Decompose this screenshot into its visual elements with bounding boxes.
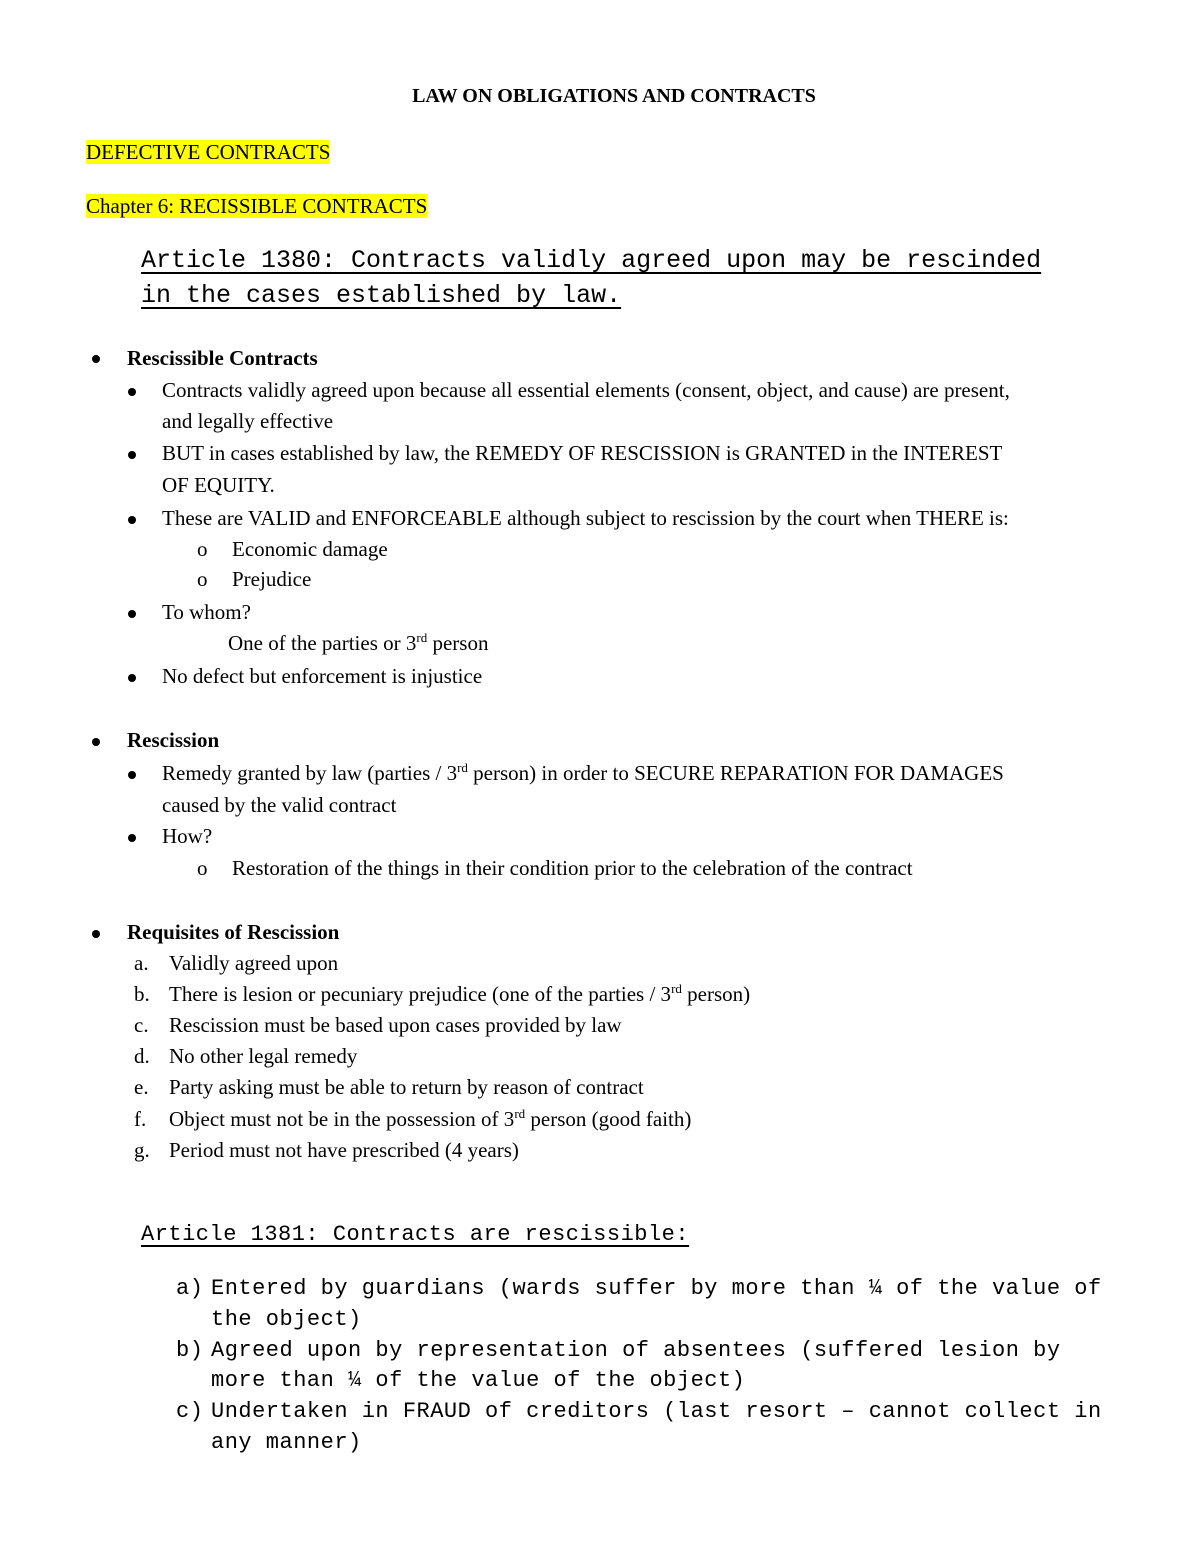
list-label: a) (176, 1276, 204, 1301)
list-item: Entered by guardians (wards suffer by more than ¼ of the value of (211, 1276, 1102, 1301)
bullet-icon (92, 355, 100, 363)
list-label: c) (176, 1399, 204, 1424)
sub-list-item: Prejudice (232, 567, 312, 591)
list-item: Remedy granted by law (parties / 3rd person) in order to SECURE REPARATION FOR DAMAGES (162, 760, 1004, 785)
list-item: BUT in cases established by law, the REMEDY OF RESCISSION is GRANTED in the INTEREST (162, 441, 1003, 465)
article-1381-heading: Article 1381: Contracts are rescissible: (141, 1222, 690, 1247)
list-label: e. (134, 1075, 149, 1099)
list-label: a. (134, 951, 149, 975)
list-item: Rescission must be based upon cases provided by law (169, 1013, 622, 1037)
document-title: LAW ON OBLIGATIONS AND CONTRACTS (412, 85, 816, 107)
sub-bullet-marker: o (197, 856, 208, 880)
list-item: No other legal remedy (169, 1044, 358, 1068)
highlighted-chapter: Chapter 6: RECISSIBLE CONTRACTS (86, 194, 428, 218)
list-item: Contracts validly agreed upon because all essential elements (consent, object, and cause) are present, (162, 378, 1010, 402)
list-label: g. (134, 1138, 150, 1162)
bullet-icon (128, 834, 136, 842)
list-item-continuation: and legally effective (162, 409, 334, 433)
bullet-icon (92, 738, 100, 746)
bullet-icon (128, 610, 136, 618)
section-heading (86, 140, 330, 165)
list-label: d. (134, 1044, 150, 1068)
list-item: Party asking must be able to return by reason of contract (169, 1075, 644, 1099)
list-item: No defect but enforcement is injustice (162, 664, 483, 688)
sub-bullet-marker: o (197, 567, 208, 591)
list-item: Validly agreed upon (169, 951, 339, 975)
sub-bullet-marker: o (197, 537, 208, 561)
bullet-icon (128, 771, 136, 779)
highlighted-heading: DEFECTIVE CONTRACTS (86, 140, 331, 164)
list-item: How? (162, 824, 213, 848)
list-item-continuation: any manner) (211, 1430, 362, 1455)
bullet-icon (128, 388, 136, 396)
list-item-continuation: the object) (211, 1307, 362, 1332)
list-item: Period must not have prescribed (4 years) (169, 1138, 519, 1162)
list-item: Agreed upon by representation of absentees (suffered lesion by (211, 1338, 1061, 1363)
list-label: f. (134, 1107, 147, 1131)
rescission-heading: Rescission (127, 728, 220, 752)
list-item-continuation: more than ¼ of the value of the object) (211, 1368, 746, 1393)
rescissible-heading: Rescissible Contracts (127, 346, 318, 370)
requisites-heading: Requisites of Rescission (127, 920, 340, 944)
article-1380-line1: Article 1380: Contracts validly agreed upon may be rescinded (141, 246, 1042, 275)
list-label: b. (134, 982, 150, 1006)
list-item: There is lesion or pecuniary prejudice (one of the parties / 3rd person) (169, 981, 751, 1006)
list-item: To whom? (162, 600, 251, 624)
list-item: These are VALID and ENFORCEABLE although subject to rescission by the court when THERE is: (162, 506, 1009, 530)
bullet-icon (92, 930, 100, 938)
article-1380-line2: in the cases established by law. (141, 281, 622, 310)
list-item: Object must not be in the possession of 3rd person (good faith) (169, 1106, 692, 1131)
sub-list-item: Restoration of the things in their condition prior to the celebration of the contract (232, 856, 913, 880)
bullet-icon (128, 674, 136, 682)
list-label: c. (134, 1013, 149, 1037)
sub-list-item: Economic damage (232, 537, 388, 561)
chapter-heading (86, 194, 427, 219)
list-item-continuation: caused by the valid contract (162, 793, 397, 817)
list-item-detail: One of the parties or 3rd person (228, 630, 489, 655)
list-item: Undertaken in FRAUD of creditors (last resort – cannot collect in (211, 1399, 1102, 1424)
list-item-continuation: OF EQUITY. (162, 473, 275, 497)
bullet-icon (128, 451, 136, 459)
bullet-icon (128, 516, 136, 524)
list-label: b) (176, 1338, 204, 1363)
